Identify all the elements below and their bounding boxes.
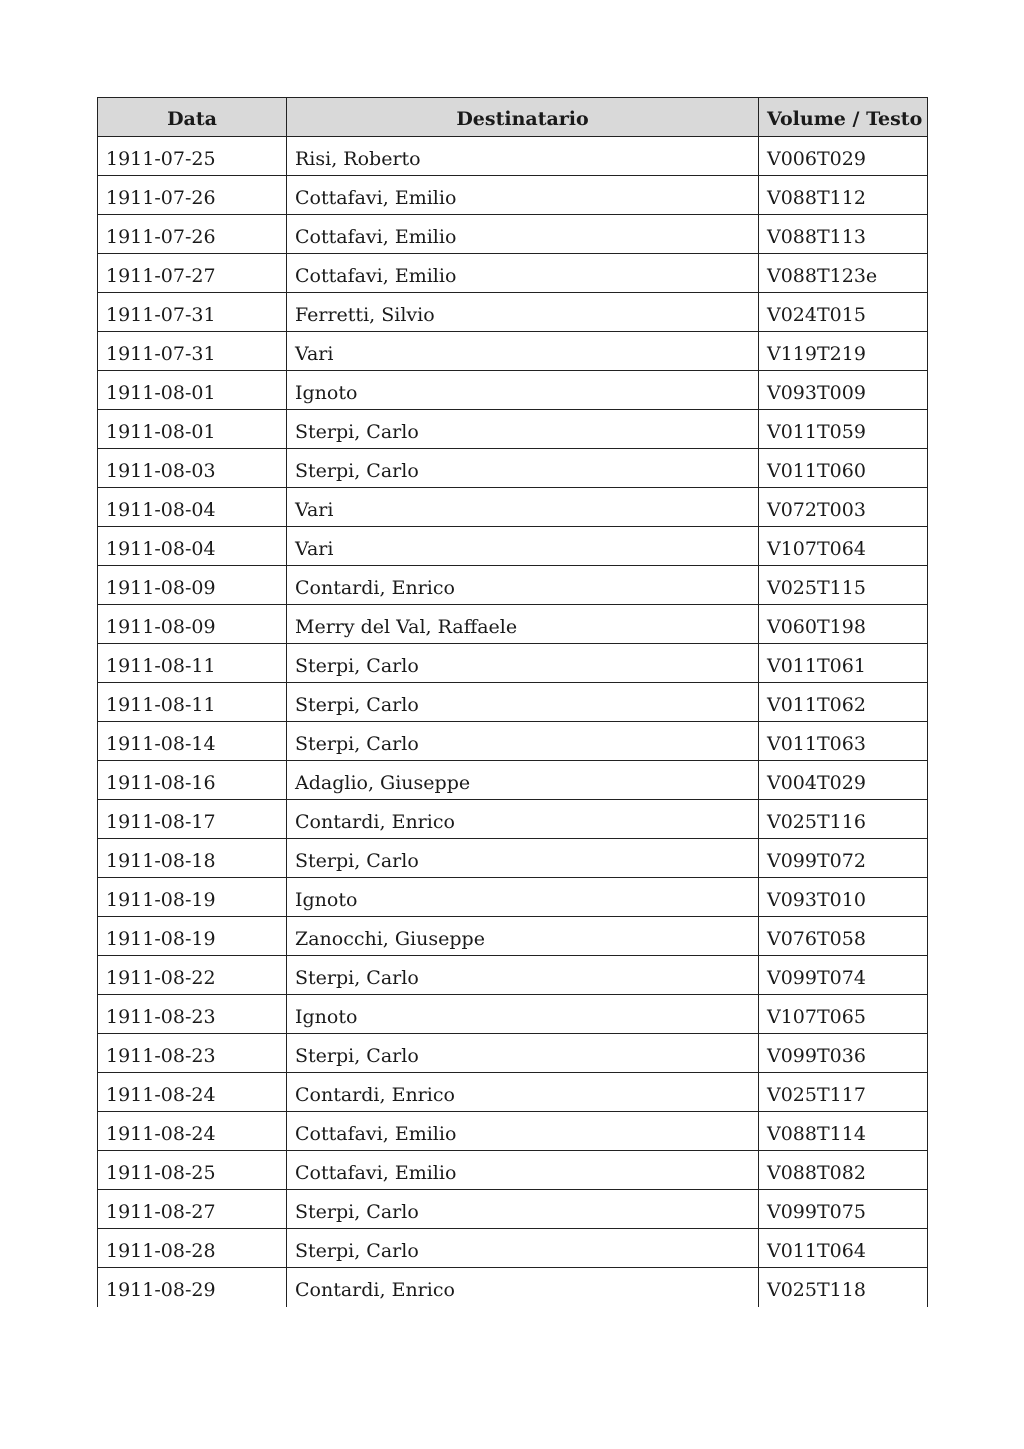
cell-volume-text: V107T064 — [759, 527, 928, 566]
cell-date: 1911-07-26 — [98, 176, 287, 215]
cell-date: 1911-08-25 — [98, 1151, 287, 1190]
cell-date: 1911-08-03 — [98, 449, 287, 488]
table-row — [98, 215, 928, 254]
cell-volume-text: V025T117 — [759, 1073, 928, 1112]
column-header-volume-text: Volume / Testo — [759, 98, 928, 137]
cell-volume-text: V011T063 — [759, 722, 928, 761]
cell-date: 1911-08-19 — [98, 878, 287, 917]
cell-recipient: Sterpi, Carlo — [287, 1034, 759, 1073]
cell-date: 1911-08-09 — [98, 566, 287, 605]
cell-date: 1911-08-27 — [98, 1190, 287, 1229]
cell-recipient: Contardi, Enrico — [287, 1268, 759, 1307]
cell-date: 1911-07-26 — [98, 215, 287, 254]
cell-date: 1911-08-16 — [98, 761, 287, 800]
cell-recipient: Sterpi, Carlo — [287, 449, 759, 488]
cell-volume-text: V088T114 — [759, 1112, 928, 1151]
table-row — [98, 449, 928, 488]
cell-recipient: Vari — [287, 488, 759, 527]
table-row — [98, 254, 928, 293]
cell-recipient: Sterpi, Carlo — [287, 722, 759, 761]
cell-date: 1911-08-19 — [98, 917, 287, 956]
table-row — [98, 800, 928, 839]
table-row — [98, 917, 928, 956]
cell-date: 1911-08-24 — [98, 1112, 287, 1151]
cell-date: 1911-08-01 — [98, 371, 287, 410]
cell-volume-text: V011T062 — [759, 683, 928, 722]
cell-recipient: Contardi, Enrico — [287, 800, 759, 839]
cell-recipient: Cottafavi, Emilio — [287, 254, 759, 293]
cell-recipient: Adaglio, Giuseppe — [287, 761, 759, 800]
cell-volume-text: V011T059 — [759, 410, 928, 449]
table-row — [98, 722, 928, 761]
cell-volume-text: V025T115 — [759, 566, 928, 605]
cell-date: 1911-07-31 — [98, 332, 287, 371]
table-row — [98, 176, 928, 215]
cell-volume-text: V107T065 — [759, 995, 928, 1034]
cell-recipient: Sterpi, Carlo — [287, 956, 759, 995]
table-row — [98, 878, 928, 917]
cell-date: 1911-08-29 — [98, 1268, 287, 1307]
cell-recipient: Ferretti, Silvio — [287, 293, 759, 332]
cell-recipient: Sterpi, Carlo — [287, 410, 759, 449]
cell-volume-text: V099T036 — [759, 1034, 928, 1073]
table-row — [98, 1112, 928, 1151]
cell-recipient: Sterpi, Carlo — [287, 644, 759, 683]
cell-volume-text: V119T219 — [759, 332, 928, 371]
cell-volume-text: V025T118 — [759, 1268, 928, 1307]
cell-recipient: Cottafavi, Emilio — [287, 1112, 759, 1151]
cell-recipient: Merry del Val, Raffaele — [287, 605, 759, 644]
cell-volume-text: V060T198 — [759, 605, 928, 644]
table-header — [98, 98, 928, 137]
cell-date: 1911-08-17 — [98, 800, 287, 839]
table-row — [98, 566, 928, 605]
cell-date: 1911-08-01 — [98, 410, 287, 449]
cell-date: 1911-08-11 — [98, 683, 287, 722]
cell-recipient: Sterpi, Carlo — [287, 1190, 759, 1229]
table-row — [98, 488, 928, 527]
table-row — [98, 1073, 928, 1112]
cell-recipient: Sterpi, Carlo — [287, 839, 759, 878]
column-header-recipient: Destinatario — [287, 98, 759, 137]
cell-volume-text: V011T061 — [759, 644, 928, 683]
table-row — [98, 1268, 928, 1307]
cell-volume-text: V025T116 — [759, 800, 928, 839]
cell-date: 1911-08-28 — [98, 1229, 287, 1268]
cell-date: 1911-08-24 — [98, 1073, 287, 1112]
cell-recipient: Vari — [287, 332, 759, 371]
cell-volume-text: V088T082 — [759, 1151, 928, 1190]
cell-recipient: Ignoto — [287, 878, 759, 917]
table-body — [98, 137, 928, 1307]
header-row — [98, 98, 928, 137]
cell-date: 1911-08-14 — [98, 722, 287, 761]
cell-date: 1911-08-23 — [98, 1034, 287, 1073]
cell-recipient: Sterpi, Carlo — [287, 1229, 759, 1268]
table-row — [98, 1151, 928, 1190]
table-row — [98, 1190, 928, 1229]
cell-volume-text: V099T074 — [759, 956, 928, 995]
cell-date: 1911-08-18 — [98, 839, 287, 878]
column-header-date: Data — [98, 98, 287, 137]
table-row — [98, 527, 928, 566]
cell-recipient: Sterpi, Carlo — [287, 683, 759, 722]
cell-recipient: Risi, Roberto — [287, 137, 759, 176]
table-row — [98, 410, 928, 449]
cell-recipient: Ignoto — [287, 995, 759, 1034]
table-row — [98, 605, 928, 644]
cell-volume-text: V006T029 — [759, 137, 928, 176]
cell-volume-text: V093T010 — [759, 878, 928, 917]
table-row — [98, 332, 928, 371]
table-row — [98, 839, 928, 878]
cell-date: 1911-08-22 — [98, 956, 287, 995]
cell-date: 1911-08-04 — [98, 527, 287, 566]
cell-recipient: Zanocchi, Giuseppe — [287, 917, 759, 956]
cell-date: 1911-08-11 — [98, 644, 287, 683]
cell-date: 1911-07-31 — [98, 293, 287, 332]
table-row — [98, 293, 928, 332]
cell-volume-text: V011T064 — [759, 1229, 928, 1268]
cell-volume-text: V076T058 — [759, 917, 928, 956]
cell-date: 1911-07-27 — [98, 254, 287, 293]
cell-volume-text: V088T123e — [759, 254, 928, 293]
cell-recipient: Cottafavi, Emilio — [287, 1151, 759, 1190]
cell-recipient: Ignoto — [287, 371, 759, 410]
table-row — [98, 1034, 928, 1073]
cell-volume-text: V004T029 — [759, 761, 928, 800]
cell-date: 1911-08-04 — [98, 488, 287, 527]
table-row — [98, 371, 928, 410]
table-row — [98, 956, 928, 995]
cell-date: 1911-08-23 — [98, 995, 287, 1034]
cell-volume-text: V011T060 — [759, 449, 928, 488]
letters-table — [97, 97, 928, 1307]
table-row — [98, 761, 928, 800]
cell-recipient: Vari — [287, 527, 759, 566]
cell-volume-text: V099T072 — [759, 839, 928, 878]
cell-date: 1911-07-25 — [98, 137, 287, 176]
cell-volume-text: V093T009 — [759, 371, 928, 410]
table-row — [98, 644, 928, 683]
cell-recipient: Contardi, Enrico — [287, 1073, 759, 1112]
cell-date: 1911-08-09 — [98, 605, 287, 644]
table-row — [98, 995, 928, 1034]
cell-recipient: Cottafavi, Emilio — [287, 176, 759, 215]
table-row — [98, 137, 928, 176]
cell-volume-text: V024T015 — [759, 293, 928, 332]
cell-volume-text: V072T003 — [759, 488, 928, 527]
cell-volume-text: V088T113 — [759, 215, 928, 254]
cell-recipient: Contardi, Enrico — [287, 566, 759, 605]
table-row — [98, 1229, 928, 1268]
cell-volume-text: V099T075 — [759, 1190, 928, 1229]
cell-recipient: Cottafavi, Emilio — [287, 215, 759, 254]
cell-volume-text: V088T112 — [759, 176, 928, 215]
table-row — [98, 683, 928, 722]
